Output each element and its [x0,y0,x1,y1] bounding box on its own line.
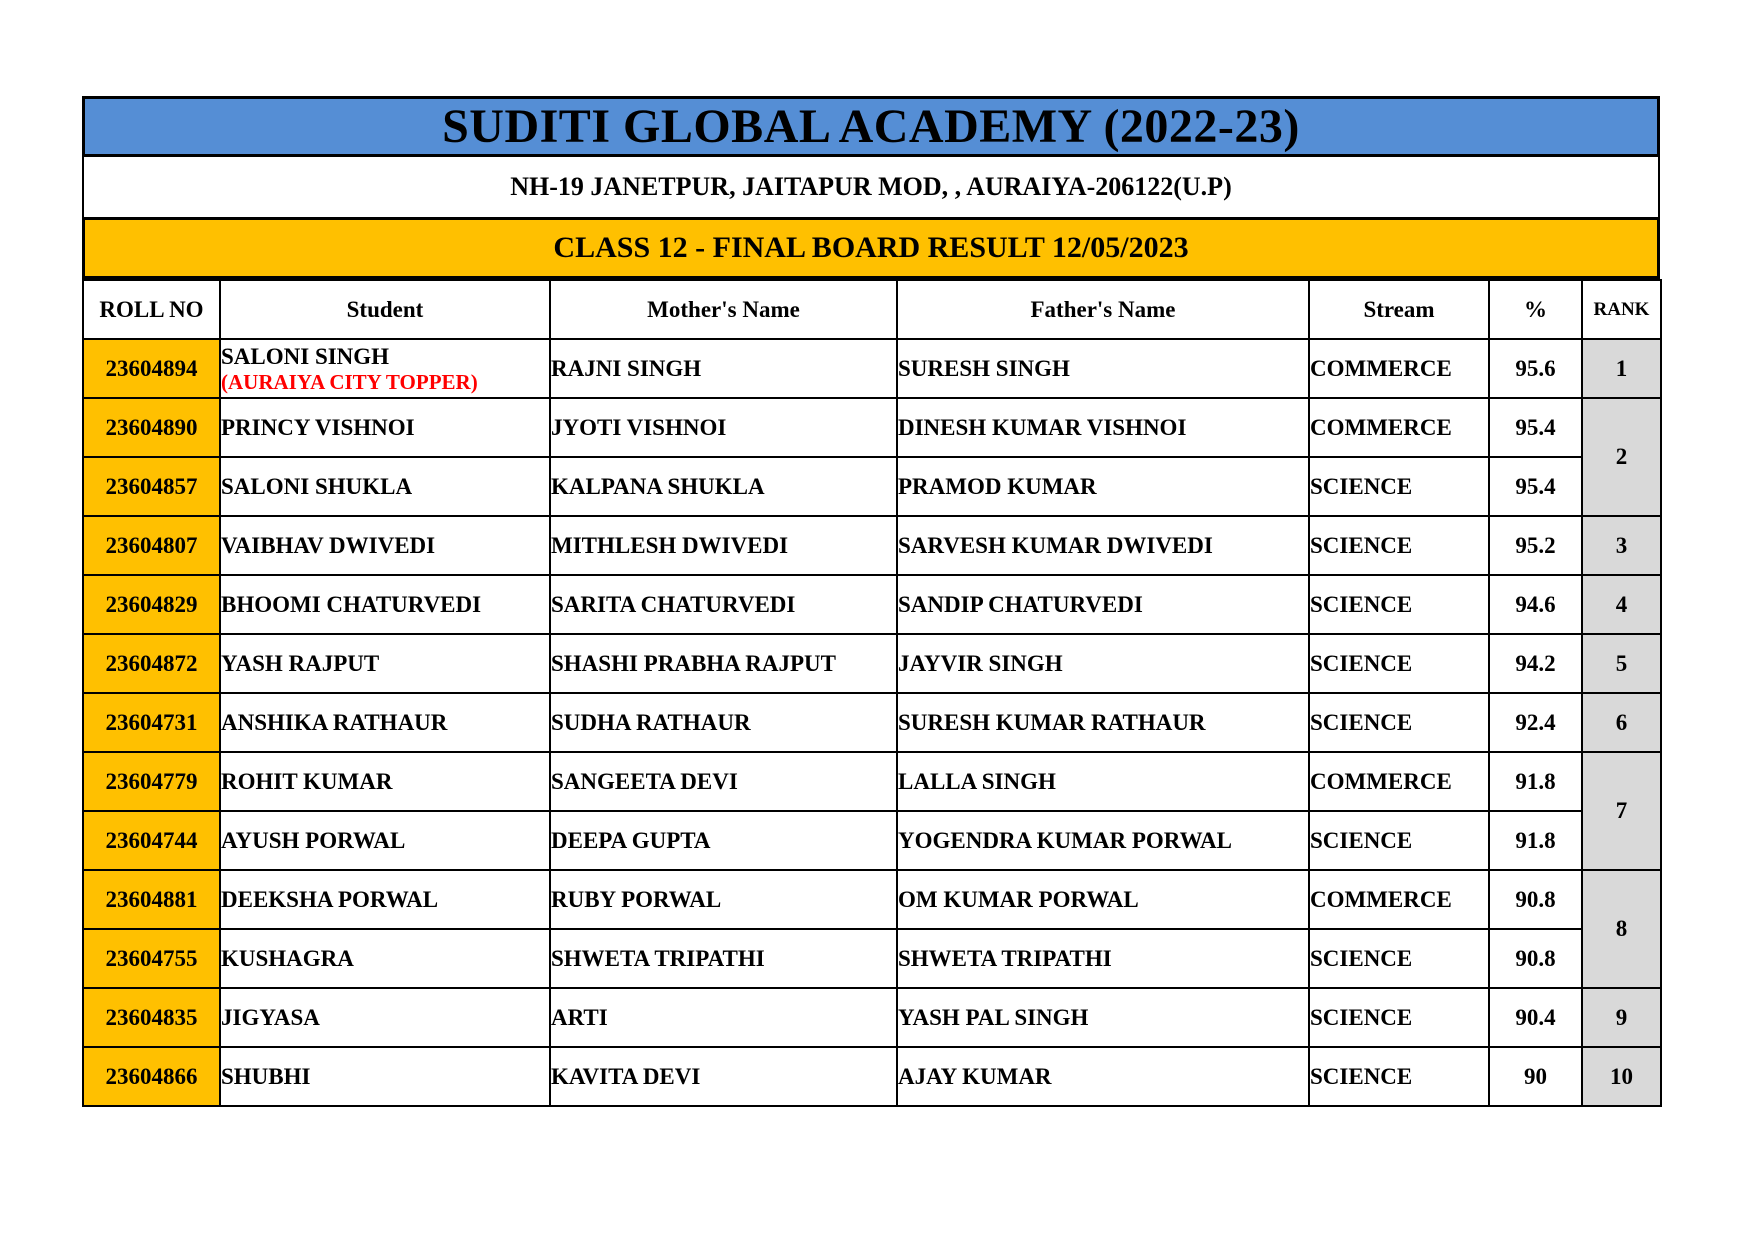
header-row [83,280,1661,339]
student-cell: SHUBHI [220,1047,550,1106]
rank-cell: 8 [1582,870,1661,988]
stream-cell: SCIENCE [1309,811,1489,870]
roll-no-cell: 23604872 [83,634,220,693]
stream-cell: SCIENCE [1309,516,1489,575]
student-cell: PRINCY VISHNOI [220,398,550,457]
col-header-mother: Mother's Name [550,280,897,339]
table-row [83,575,1661,634]
stream-cell: SCIENCE [1309,988,1489,1047]
father-cell: SURESH KUMAR RATHAUR [897,693,1309,752]
percent-cell: 90.8 [1489,870,1582,929]
student-cell: YASH RAJPUT [220,634,550,693]
roll-no-cell: 23604890 [83,398,220,457]
table-row [83,516,1661,575]
mother-cell: KAVITA DEVI [550,1047,897,1106]
table-row [83,988,1661,1047]
topper-note: (AURAIYA CITY TOPPER) [221,369,478,394]
percent-cell: 95.2 [1489,516,1582,575]
table-row [83,1047,1661,1106]
father-cell: PRAMOD KUMAR [897,457,1309,516]
student-cell: VAIBHAV DWIVEDI [220,516,550,575]
mother-cell: RAJNI SINGH [550,339,897,398]
mother-cell: SUDHA RATHAUR [550,693,897,752]
result-sheet [82,96,1660,1107]
student-cell: BHOOMI CHATURVEDI [220,575,550,634]
col-header-roll-no: ROLL NO [83,280,220,339]
roll-no-cell: 23604857 [83,457,220,516]
table-row [83,457,1661,516]
student-cell: DEEKSHA PORWAL [220,870,550,929]
stream-cell: COMMERCE [1309,398,1489,457]
mother-cell: KALPANA SHUKLA [550,457,897,516]
roll-no-cell: 23604779 [83,752,220,811]
percent-cell: 90.8 [1489,929,1582,988]
student-name: SALONI SINGH [221,343,390,369]
mother-cell: SARITA CHATURVEDI [550,575,897,634]
student-cell: ANSHIKA RATHAUR [220,693,550,752]
roll-no-cell: 23604881 [83,870,220,929]
school-title: SUDITI GLOBAL ACADEMY (2022-23) [82,96,1660,157]
table-row [83,634,1661,693]
table-row [83,398,1661,457]
roll-no-cell: 23604894 [83,339,220,398]
percent-cell: 90.4 [1489,988,1582,1047]
roll-no-cell: 23604807 [83,516,220,575]
roll-no-cell: 23604835 [83,988,220,1047]
percent-cell: 92.4 [1489,693,1582,752]
father-cell: LALLA SINGH [897,752,1309,811]
father-cell: SARVESH KUMAR DWIVEDI [897,516,1309,575]
mother-cell: MITHLESH DWIVEDI [550,516,897,575]
col-header-father: Father's Name [897,280,1309,339]
school-address: NH-19 JANETPUR, JAITAPUR MOD, , AURAIYA-206122(U.P) [82,157,1660,217]
stream-cell: SCIENCE [1309,457,1489,516]
father-cell: OM KUMAR PORWAL [897,870,1309,929]
rank-cell: 9 [1582,988,1661,1047]
percent-cell: 91.8 [1489,752,1582,811]
mother-cell: SANGEETA DEVI [550,752,897,811]
percent-cell: 94.6 [1489,575,1582,634]
father-cell: DINESH KUMAR VISHNOI [897,398,1309,457]
rank-cell: 4 [1582,575,1661,634]
roll-no-cell: 23604731 [83,693,220,752]
rank-cell: 10 [1582,1047,1661,1106]
mother-cell: SHASHI PRABHA RAJPUT [550,634,897,693]
father-cell: YOGENDRA KUMAR PORWAL [897,811,1309,870]
rank-cell: 1 [1582,339,1661,398]
stream-cell: SCIENCE [1309,693,1489,752]
student-cell: AYUSH PORWAL [220,811,550,870]
student-cell [220,339,550,398]
result-title: CLASS 12 - FINAL BOARD RESULT 12/05/2023 [82,217,1660,279]
stream-cell: COMMERCE [1309,339,1489,398]
roll-no-cell: 23604755 [83,929,220,988]
mother-cell: DEEPA GUPTA [550,811,897,870]
table-row [83,870,1661,929]
percent-cell: 91.8 [1489,811,1582,870]
percent-cell: 94.2 [1489,634,1582,693]
col-header-rank: RANK [1582,280,1661,339]
roll-no-cell: 23604866 [83,1047,220,1106]
mother-cell: RUBY PORWAL [550,870,897,929]
student-cell: JIGYASA [220,988,550,1047]
father-cell: SHWETA TRIPATHI [897,929,1309,988]
table-row [83,339,1661,398]
stream-cell: SCIENCE [1309,575,1489,634]
mother-cell: JYOTI VISHNOI [550,398,897,457]
rank-cell: 7 [1582,752,1661,870]
table-row [83,693,1661,752]
roll-no-cell: 23604829 [83,575,220,634]
table-row [83,752,1661,811]
rank-cell: 5 [1582,634,1661,693]
col-header-stream: Stream [1309,280,1489,339]
father-cell: AJAY KUMAR [897,1047,1309,1106]
col-header-student: Student [220,280,550,339]
father-cell: SURESH SINGH [897,339,1309,398]
stream-cell: SCIENCE [1309,634,1489,693]
results-table [82,279,1662,1107]
rank-cell: 3 [1582,516,1661,575]
percent-cell: 95.6 [1489,339,1582,398]
stream-cell: SCIENCE [1309,1047,1489,1106]
percent-cell: 95.4 [1489,398,1582,457]
father-cell: YASH PAL SINGH [897,988,1309,1047]
percent-cell: 95.4 [1489,457,1582,516]
stream-cell: SCIENCE [1309,929,1489,988]
stream-cell: COMMERCE [1309,870,1489,929]
table-row [83,811,1661,870]
rank-cell: 2 [1582,398,1661,516]
father-cell: SANDIP CHATURVEDI [897,575,1309,634]
student-cell: KUSHAGRA [220,929,550,988]
student-cell: ROHIT KUMAR [220,752,550,811]
father-cell: JAYVIR SINGH [897,634,1309,693]
mother-cell: ARTI [550,988,897,1047]
percent-cell: 90 [1489,1047,1582,1106]
table-row [83,929,1661,988]
stream-cell: COMMERCE [1309,752,1489,811]
mother-cell: SHWETA TRIPATHI [550,929,897,988]
student-cell: SALONI SHUKLA [220,457,550,516]
roll-no-cell: 23604744 [83,811,220,870]
rank-cell: 6 [1582,693,1661,752]
col-header-percent: % [1489,280,1582,339]
